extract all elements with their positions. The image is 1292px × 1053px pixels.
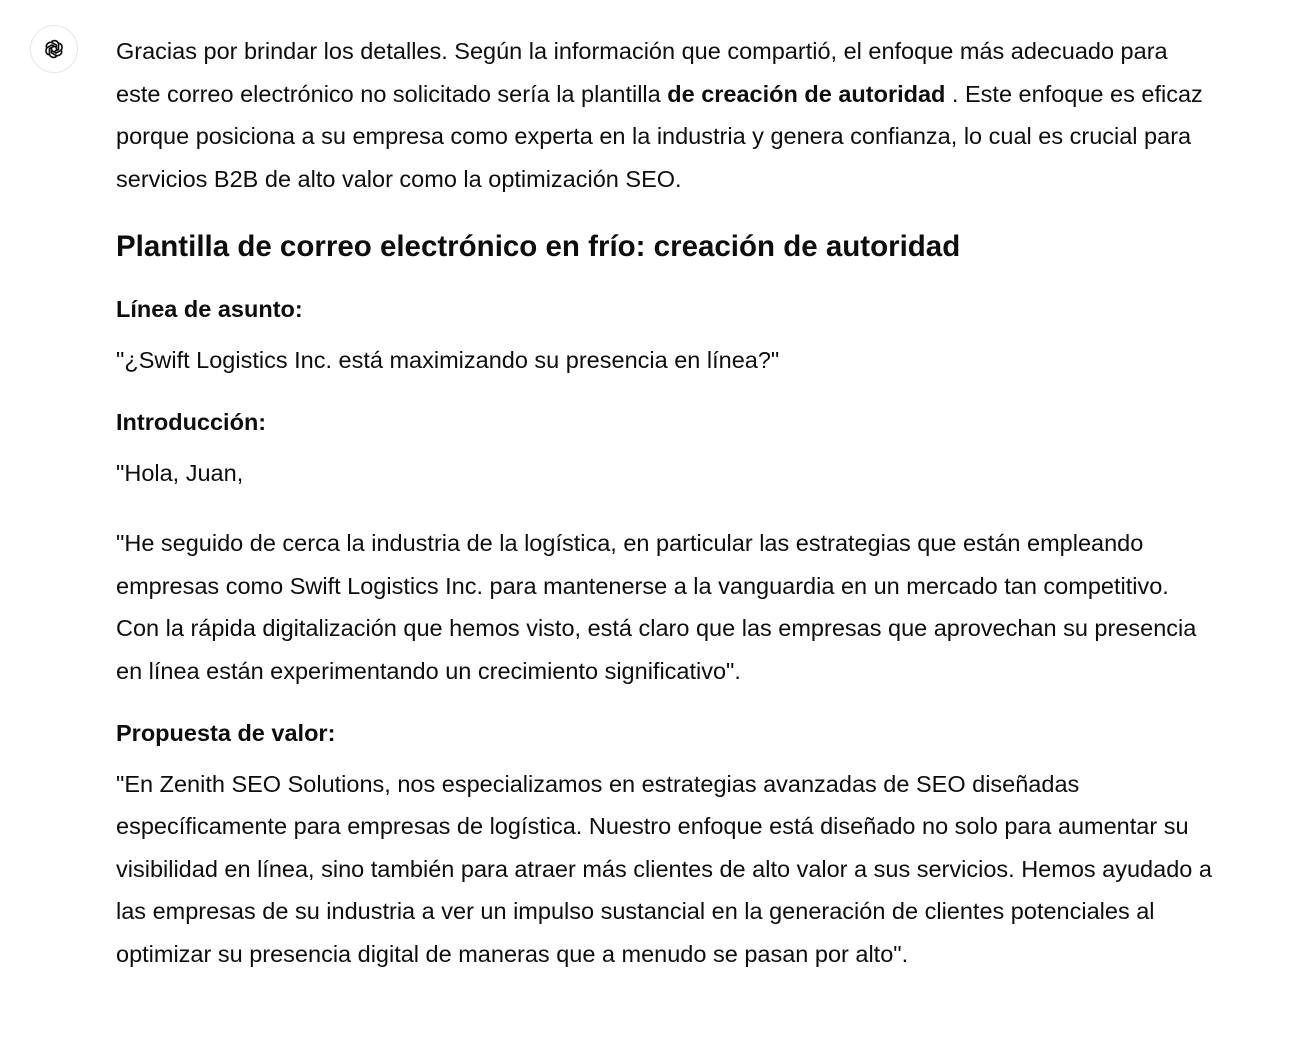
introduction-text: "He seguido de cerca la industria de la logística, en particular las estrategias que están empleando empresas como Swift Logistics Inc. para mantenerse a la vanguardia en un mercado tan competitivo. Con la rápida digitalización que hemos visto, está claro que las empresas que aprovechan su presencia en línea están experimentando un crecimiento significativo". bbox=[116, 530, 1197, 684]
intro-text-before: Gracias por brindar los detalles. Según la información que compartió, el enfoque más adecuado para este correo electrónico no solicitado sería la plantilla bbox=[116, 38, 1168, 107]
subject-label: Línea de asunto: bbox=[116, 296, 303, 322]
intro-paragraph bbox=[116, 30, 1216, 200]
greeting-text: "Hola, Juan, bbox=[116, 459, 244, 486]
value-proposition-text: "En Zenith SEO Solutions, nos especializamos en estrategias avanzadas de SEO diseñadas específicamente para empresas de logística. Nuestro enfoque está diseñado no solo para aumentar su visibilidad en línea, sino también para atraer más clientes de alto valor a sus servicios. Hemos ayudado a las empresas de su industria a ver un impulso sustancial en la generación de clientes potenciales al optimizar su presencia digital de maneras que a menudo se pasan por alto". bbox=[116, 770, 1212, 967]
intro-text-bold: de creación de autoridad bbox=[667, 80, 946, 107]
assistant-message bbox=[116, 30, 1216, 975]
introduction-label: Introducción: bbox=[116, 409, 267, 435]
openai-logo-icon bbox=[40, 35, 68, 63]
template-heading: Plantilla de correo electrónico en frío: creación de autoridad bbox=[116, 230, 961, 263]
assistant-avatar bbox=[30, 25, 78, 73]
intro-text-after: . Este enfoque es eficaz porque posiciona a su empresa como experta en la industria y genera confianza, lo cual es crucial para servicios B2B de alto valor como la optimización SEO. bbox=[116, 80, 1203, 192]
value-proposition-label: Propuesta de valor: bbox=[116, 720, 336, 746]
subject-text: "¿Swift Logistics Inc. está maximizando su presencia en línea?" bbox=[116, 346, 780, 373]
